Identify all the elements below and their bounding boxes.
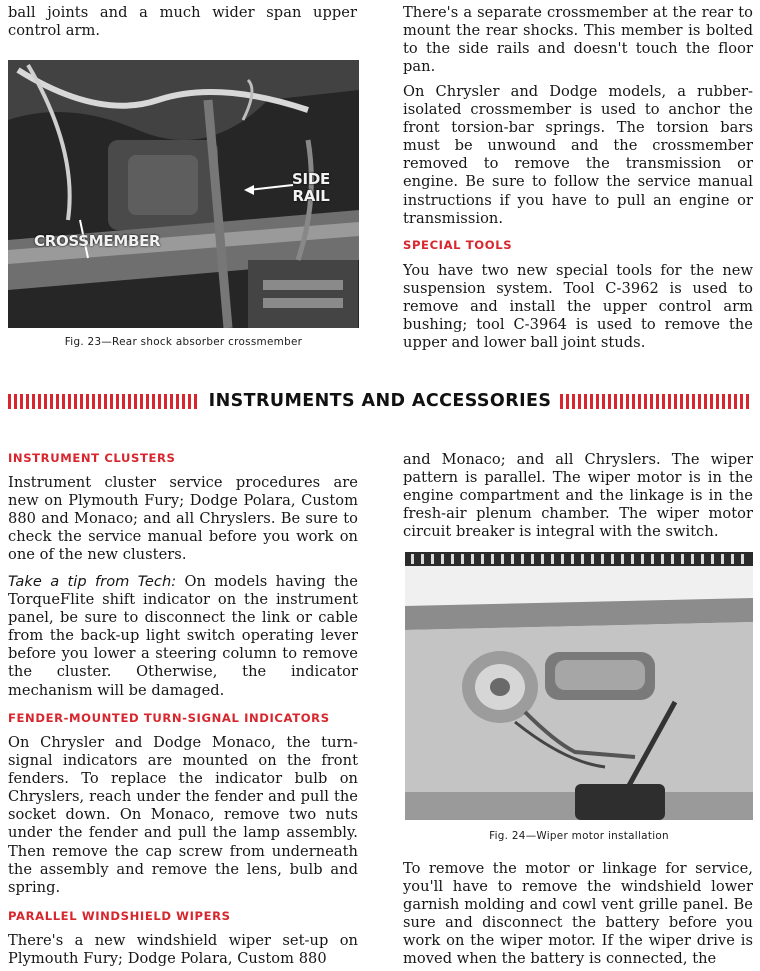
- rear-shock-crossmember-paragraph: There's a separate crossmember at the rear to mount the rear shocks. This member is bolted to the side rails and doesn't touch the floor pan.: [403, 4, 753, 76]
- wiper-motor-photo-graphic: [405, 552, 753, 820]
- figure-23-photo: [8, 60, 359, 328]
- windshield-wipers-heading: PARALLEL WINDSHIELD WIPERS: [8, 909, 231, 923]
- side-rail-label: [291, 171, 331, 205]
- section-title: INSTRUMENTS AND ACCESSORIES: [208, 391, 552, 411]
- tech-tip-lead: Take a tip from Tech:: [8, 573, 177, 590]
- instrument-clusters-paragraph: Instrument cluster service procedures are new on Plymouth Fury; Dodge Polara, Custom 880 and Monaco; and all Chryslers. Be sure to check the service manual before you work on one of the new clusters.: [8, 474, 358, 564]
- banner-stripes-left: [8, 394, 200, 409]
- tech-tip-text: On models having the TorqueFlite shift indicator on the instrument panel, be sure to disconnect the link or cable from the back-up light switch operating lever before you lower a steering column to remove the cluster. Otherwise, the indicator mechanism will be damaged.: [8, 573, 358, 699]
- side-rail-label-line2: RAIL: [292, 187, 330, 205]
- figure-24-caption: Fig. 24—Wiper motor installation: [489, 830, 669, 842]
- instrument-clusters-heading: INSTRUMENT CLUSTERS: [8, 451, 176, 465]
- torsion-bar-paragraph: On Chrysler and Dodge models, a rubber-isolated crossmember is used to anchor the front torsion-bar springs. The torsion bars must be unwound and the crossmember removed to remove the transmission or engine. Be sure to follow the service manual instructions if you have to pull an engine or transmission.: [403, 83, 753, 227]
- special-tools-heading: SPECIAL TOOLS: [403, 238, 513, 252]
- motor-removal-paragraph: To remove the motor or linkage for service, you'll have to remove the windshield lower garnish molding and cowl vent grille panel. Be sure and disconnect the battery before you work on the wiper motor. If the wiper drive is moved when the battery is connected, the: [403, 860, 753, 968]
- figure-23-caption: Fig. 23—Rear shock absorber crossmember: [64, 336, 303, 348]
- turn-signal-heading: FENDER-MOUNTED TURN-SIGNAL INDICATORS: [8, 711, 330, 725]
- tech-tip-paragraph: [8, 573, 358, 700]
- side-rail-label-line1: SIDE: [292, 170, 330, 188]
- section-banner: [8, 390, 752, 412]
- banner-stripes-right: [560, 394, 752, 409]
- wipers-continued-paragraph: and Monaco; and all Chryslers. The wiper pattern is parallel. The wiper motor is in the engine compartment and the linkage is in the fresh-air plenum chamber. The wiper motor circuit breaker is integral with the switch.: [403, 451, 753, 541]
- turn-signal-paragraph: On Chrysler and Dodge Monaco, the turn-signal indicators are mounted on the front fenders. To replace the indicator bulb on Chryslers, reach under the fender and pull the socket down. On Monaco, remove two nuts under the fender and pull the lamp assembly. Then remove the cap screw from underneath the assembly and remove the lens, bulb and spring.: [8, 734, 358, 896]
- special-tools-paragraph: You have two new special tools for the new suspension system. Tool C-3962 is used to remove and install the upper control arm bushing; tool C-3964 is used to remove the upper and lower ball joint studs.: [403, 262, 753, 352]
- windshield-wipers-paragraph: There's a new windshield wiper set-up on Plymouth Fury; Dodge Polara, Custom 880: [8, 932, 358, 968]
- figure-24-photo: [405, 552, 753, 820]
- intro-paragraph: ball joints and a much wider span upper control arm.: [8, 4, 357, 40]
- crossmember-label: CROSSMEMBER: [34, 232, 161, 250]
